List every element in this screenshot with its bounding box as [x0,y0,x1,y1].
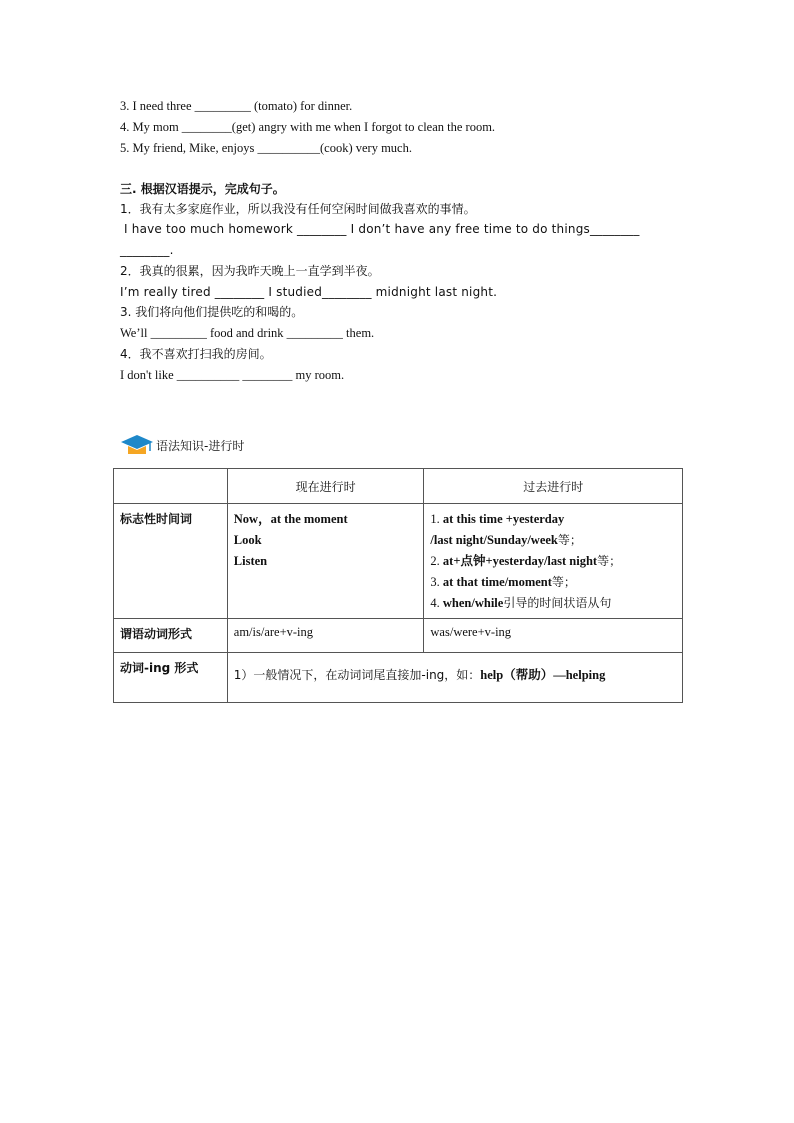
item-2-english: I’m really tired ________ I studied________ midnight last night. [120,285,498,299]
exercise-5: 5. My friend, Mike, enjoys __________(cook) very much. [120,141,412,155]
time-word-bold: /last night/Sunday/week [430,533,558,547]
empty-corner-cell [114,469,228,504]
time-word-bold: when/while [442,596,504,610]
present-verb-form: am/is/are+v-ing [227,619,424,653]
col-header-present: 现在进行时 [227,469,424,504]
time-word-suffix: 引导的时间状语从句 [503,596,612,610]
present-time-word: Look [233,533,262,547]
table-row-ing-form [114,653,683,703]
row-header-ing-form: 动词-ing 形式 [114,653,228,703]
past-time-word [430,593,676,614]
ing-form-rule [227,653,682,703]
grammar-section-title [120,434,244,456]
present-time-word: Listen [233,554,268,568]
time-word-bold: at this time +yesterday [442,512,565,526]
section-heading: 三. 根据汉语提示，完成句子。 [120,182,285,196]
ing-rule-example: help（帮助）—helping [480,668,606,682]
item-1-english: I have too much homework ________ I don’t have any free time to do things________ [120,222,640,236]
time-word-suffix: 等； [557,533,582,547]
table-row-time-words [114,504,683,619]
exercise-4: 4. My mom ________(get) angry with me when I forgot to clean the room. [120,120,496,134]
item-4-chinese: 4．我不喜欢打扫我的房间。 [120,347,272,361]
list-number: 4. [430,596,443,610]
list-number: 2. [430,554,443,568]
list-number: 1. [430,512,443,526]
list-number: 3. [430,575,443,589]
past-time-word [430,509,676,530]
time-word-bold: at that time/moment [442,575,552,589]
item-1-english-cont: ________. [120,243,174,257]
item-1-chinese: 1．我有太多家庭作业，所以我没有任何空闲时间做我喜欢的事情。 [120,202,476,216]
ing-rule-text: 1）一般情况下，在动词词尾直接加-ing，如： [233,668,481,682]
table-header-row [114,469,683,504]
item-4-english: I don't like __________ ________ my room. [120,368,345,382]
row-header-time-words: 标志性时间词 [114,504,228,619]
time-word-suffix: 等； [597,554,622,568]
past-time-word [430,572,676,593]
item-2-chinese: 2．我真的很累，因为我昨天晚上一直学到半夜。 [120,264,380,278]
col-header-past: 过去进行时 [424,469,683,504]
time-word-suffix: 等； [551,575,576,589]
grammar-title-text: 语法知识-进行时 [156,438,245,453]
item-3-chinese: 3. 我们将向他们提供吃的和喝的。 [120,305,304,319]
graduation-cap-icon [120,434,154,456]
present-time-word: Now，at the moment [233,512,348,526]
grammar-table [113,468,683,703]
past-time-word [430,551,676,572]
row-header-verb-form: 谓语动词形式 [114,619,228,653]
time-word-bold: at+点钟+yesterday/last night [442,554,598,568]
table-row-verb-form [114,619,683,653]
present-time-words-cell [227,504,424,619]
past-time-word [430,530,676,551]
exercise-3: 3. I need three _________ (tomato) for dinner. [120,99,353,113]
past-time-words-cell [424,504,683,619]
item-3-english: We’ll _________ food and drink _________ them. [120,326,375,340]
past-verb-form: was/were+v-ing [424,619,683,653]
